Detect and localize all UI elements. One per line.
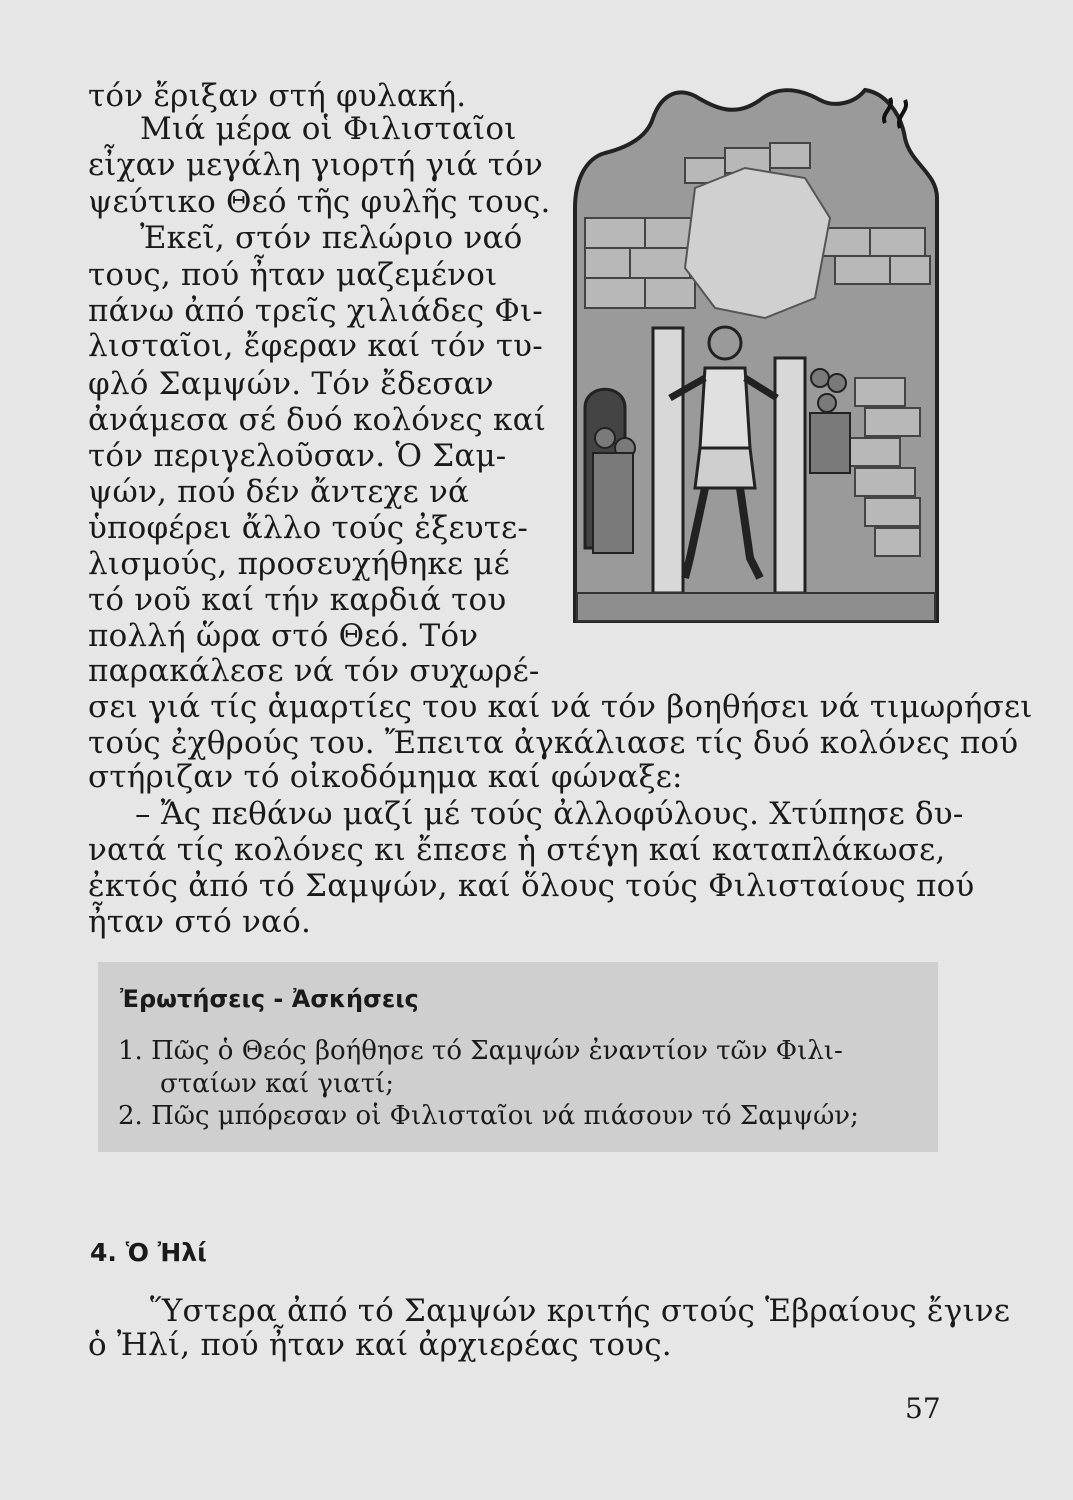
crowd-right [810, 369, 850, 473]
question-1-line-1: 1. Πῶς ὁ Θεός βοήθησε τό Σαμψών ἐναντίον τῶν Φιλι- [118, 1036, 843, 1066]
body-line: ὑποφέρει ἄλλο τούς ἐξευτε- [88, 510, 529, 546]
body-line: λισταῖοι, ἔφεραν καί τόν τυ- [88, 328, 543, 364]
body-line: τόν ἔριξαν στή φυλακή. [88, 78, 467, 114]
section-line-1: Ὕστερα ἀπό τό Σαμψών κριτής στούς Ἑβραίους ἔγινε [150, 1293, 1011, 1329]
question-1-line-2: σταίων καί γιατί; [160, 1069, 395, 1099]
samson-illustration [565, 78, 945, 623]
body-line: ψεύτικο Θεό τῆς φυλῆς τους. [88, 184, 551, 220]
body-line: παρακάλεσε νά τόν συχωρέ- [88, 653, 540, 689]
body-line: εἶχαν μεγάλη γιορτή γιά τόν [88, 147, 544, 183]
body-line: πάνω ἀπό τρεῖς χιλιάδες Φι- [88, 293, 543, 329]
exercises-title: Ἐρωτήσεις - Ἀσκήσεις [120, 985, 419, 1013]
section-heading: 4. Ὁ Ἠλί [90, 1238, 207, 1267]
body-line: ψών, πού δέν ἄντεχε νά [88, 474, 470, 510]
body-line: ἐκτός ἀπό τό Σαμψών, καί ὅλους τούς Φιλισταίους πού [88, 868, 975, 904]
body-line: – Ἄς πεθάνω μαζί μέ τούς ἀλλοφύλους. Χτύπησε δυ- [135, 796, 964, 832]
body-line: τους, πού ἦταν μαζεμένοι [88, 257, 498, 293]
body-line: ἦταν στό ναό. [88, 904, 312, 940]
body-line: νατά τίς κολόνες κι ἔπεσε ἡ στέγη καί καταπλάκωσε, [88, 832, 946, 868]
body-line: σει γιά τίς ἁμαρτίες του καί νά τόν βοηθήσει νά τιμωρήσει [88, 689, 1033, 725]
body-line: στήριζαν τό οἰκοδόμημα καί φώναξε: [88, 759, 683, 795]
left-pillar [653, 328, 683, 593]
body-line: πολλή ὥρα στό Θεό. Τόν [88, 618, 479, 654]
body-line: λισμούς, προσευχήθηκε μέ [88, 546, 510, 582]
page-number: 57 [905, 1392, 941, 1425]
body-line: φλό Σαμψών. Τόν ἔδεσαν [88, 366, 494, 402]
body-line: Ἐκεῖ, στόν πελώριο ναό [140, 220, 523, 256]
body-line: τούς ἐχθρούς του. Ἔπειτα ἀγκάλιασε τίς δυό κολόνες πού [88, 725, 1019, 761]
section-line-2: ὁ Ἠλί, πού ἦταν καί ἀρχιερέας τους. [88, 1327, 672, 1363]
body-line: Μιά μέρα οἱ Φιλισταῖοι [140, 111, 517, 147]
right-pillar [775, 358, 805, 593]
body-line: τό νοῦ καί τήν καρδιά του [88, 582, 507, 618]
body-line: ἀνάμεσα σέ δυό κολόνες καί [88, 402, 547, 438]
question-2: 2. Πῶς μπόρεσαν οἱ Φιλισταῖοι νά πιάσουν τό Σαμψών; [118, 1101, 859, 1131]
body-line: τόν περιγελοῦσαν. Ὁ Σαμ- [88, 438, 507, 474]
